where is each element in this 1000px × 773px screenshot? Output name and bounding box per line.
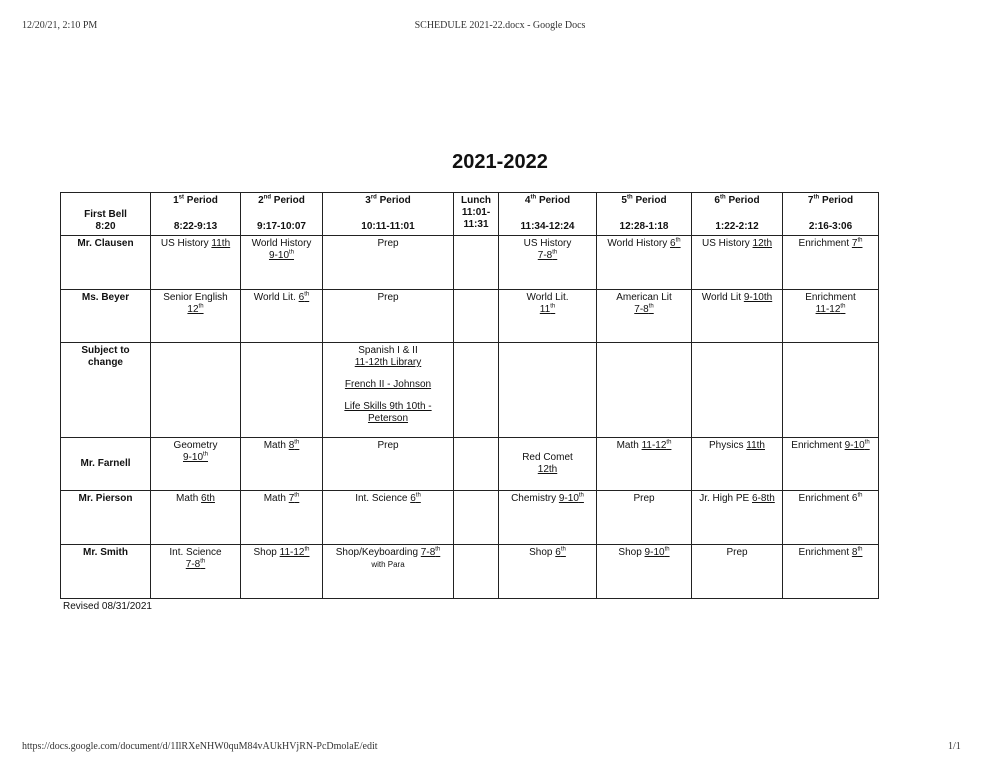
cell-beyer-lunch — [454, 290, 499, 343]
cell-farnell-lunch — [454, 438, 499, 491]
row-header-beyer: Ms. Beyer — [61, 290, 151, 343]
print-url: https://docs.google.com/document/d/1IlRXeNHW0quM84vAUkHVjRN-PcDmolaE/edit — [22, 741, 378, 752]
cell-farnell-p3: Prep — [323, 438, 454, 491]
cell-subject-p2 — [241, 343, 323, 438]
cell-beyer-p4: World Lit. 11th — [499, 290, 597, 343]
cell-pierson-p5: Prep — [597, 491, 692, 545]
col-header-period-6: 6th Period 1:22-2:12 — [692, 193, 783, 236]
cell-subject-p5 — [597, 343, 692, 438]
schedule-table — [60, 192, 879, 599]
row-header-pierson: Mr. Pierson — [61, 491, 151, 545]
cell-smith-p4: Shop 6th — [499, 545, 597, 599]
cell-smith-p2: Shop 11-12th — [241, 545, 323, 599]
corner-cell — [61, 193, 151, 236]
cell-beyer-p2: World Lit. 6th — [241, 290, 323, 343]
cell-pierson-p4: Chemistry 9-10th — [499, 491, 597, 545]
col-header-period-2: 2nd Period 9:17-10:07 — [241, 193, 323, 236]
table-row-farnell — [61, 438, 879, 491]
first-bell-label: First Bell — [84, 209, 127, 220]
cell-subject-lunch — [454, 343, 499, 438]
table-row-clausen — [61, 236, 879, 290]
cell-subject-p1 — [151, 343, 241, 438]
cell-farnell-p1: Geometry 9-10th — [151, 438, 241, 491]
cell-farnell-p4: Red Comet 12th — [499, 438, 597, 491]
print-datetime: 12/20/21, 2:10 PM — [22, 20, 98, 31]
cell-clausen-lunch — [454, 236, 499, 290]
schedule-title: 2021-2022 — [452, 151, 548, 173]
cell-pierson-p2: Math 7th — [241, 491, 323, 545]
cell-smith-p5: Shop 9-10th — [597, 545, 692, 599]
print-doc-title: SCHEDULE 2021-22.docx - Google Docs — [414, 20, 586, 31]
cell-beyer-p7: Enrichment 11-12th — [783, 290, 879, 343]
cell-clausen-p4: US History 7-8th — [499, 236, 597, 290]
col-header-period-5: 5th Period 12:28-1:18 — [597, 193, 692, 236]
cell-clausen-p5: World History 6th — [597, 236, 692, 290]
cell-pierson-lunch — [454, 491, 499, 545]
cell-clausen-p6: US History 12th — [692, 236, 783, 290]
cell-smith-p1: Int. Science 7-8th — [151, 545, 241, 599]
col-header-period-4: 4th Period 11:34-12:24 — [499, 193, 597, 236]
cell-clausen-p3: Prep — [323, 236, 454, 290]
cell-beyer-p5: American Lit 7-8th — [597, 290, 692, 343]
cell-pierson-p1: Math 6th — [151, 491, 241, 545]
cell-farnell-p2: Math 8th — [241, 438, 323, 491]
table-row-beyer — [61, 290, 879, 343]
cell-pierson-p7: Enrichment 6th — [783, 491, 879, 545]
cell-farnell-p5: Math 11-12th — [597, 438, 692, 491]
table-row-pierson — [61, 491, 879, 545]
cell-subject-p6 — [692, 343, 783, 438]
cell-smith-p7: Enrichment 8th — [783, 545, 879, 599]
col-header-period-7: 7th Period 2:16-3:06 — [783, 193, 879, 236]
row-header-clausen: Mr. Clausen — [61, 236, 151, 290]
first-bell-time: 8:20 — [95, 221, 116, 232]
cell-beyer-p3: Prep — [323, 290, 454, 343]
cell-pierson-p3: Int. Science 6th — [323, 491, 454, 545]
col-header-lunch: Lunch 11:01- 11:31 — [454, 193, 499, 236]
cell-pierson-p6: Jr. High PE 6-8th — [692, 491, 783, 545]
cell-beyer-p6: World Lit 9-10th — [692, 290, 783, 343]
row-header-smith: Mr. Smith — [61, 545, 151, 599]
table-row-subject-to-change — [61, 343, 879, 438]
row-header-farnell: Mr. Farnell — [61, 438, 151, 491]
cell-farnell-p6: Physics 11th — [692, 438, 783, 491]
cell-farnell-p7: Enrichment 9-10th — [783, 438, 879, 491]
cell-smith-p3: Shop/Keyboarding 7-8th with Para — [323, 545, 454, 599]
cell-subject-p3: Spanish I & II 11-12th Library French II - Johnson Life Skills 9th 10th - Peterson — [323, 343, 454, 438]
cell-subject-p4 — [499, 343, 597, 438]
cell-clausen-p2: World History 9-10th — [241, 236, 323, 290]
print-page-number: 1/1 — [948, 741, 961, 752]
revised-note: Revised 08/31/2021 — [63, 601, 152, 612]
col-header-period-3: 3rd Period 10:11-11:01 — [323, 193, 454, 236]
cell-subject-p7 — [783, 343, 879, 438]
header-row — [61, 193, 879, 236]
col-header-period-1: 1st Period 8:22-9:13 — [151, 193, 241, 236]
row-header-subject-to-change: Subject to change — [61, 343, 151, 438]
cell-smith-p6: Prep — [692, 545, 783, 599]
cell-clausen-p1: US History 11th — [151, 236, 241, 290]
cell-smith-lunch — [454, 545, 499, 599]
table-row-smith — [61, 545, 879, 599]
cell-beyer-p1: Senior English 12th — [151, 290, 241, 343]
cell-clausen-p7: Enrichment 7th — [783, 236, 879, 290]
